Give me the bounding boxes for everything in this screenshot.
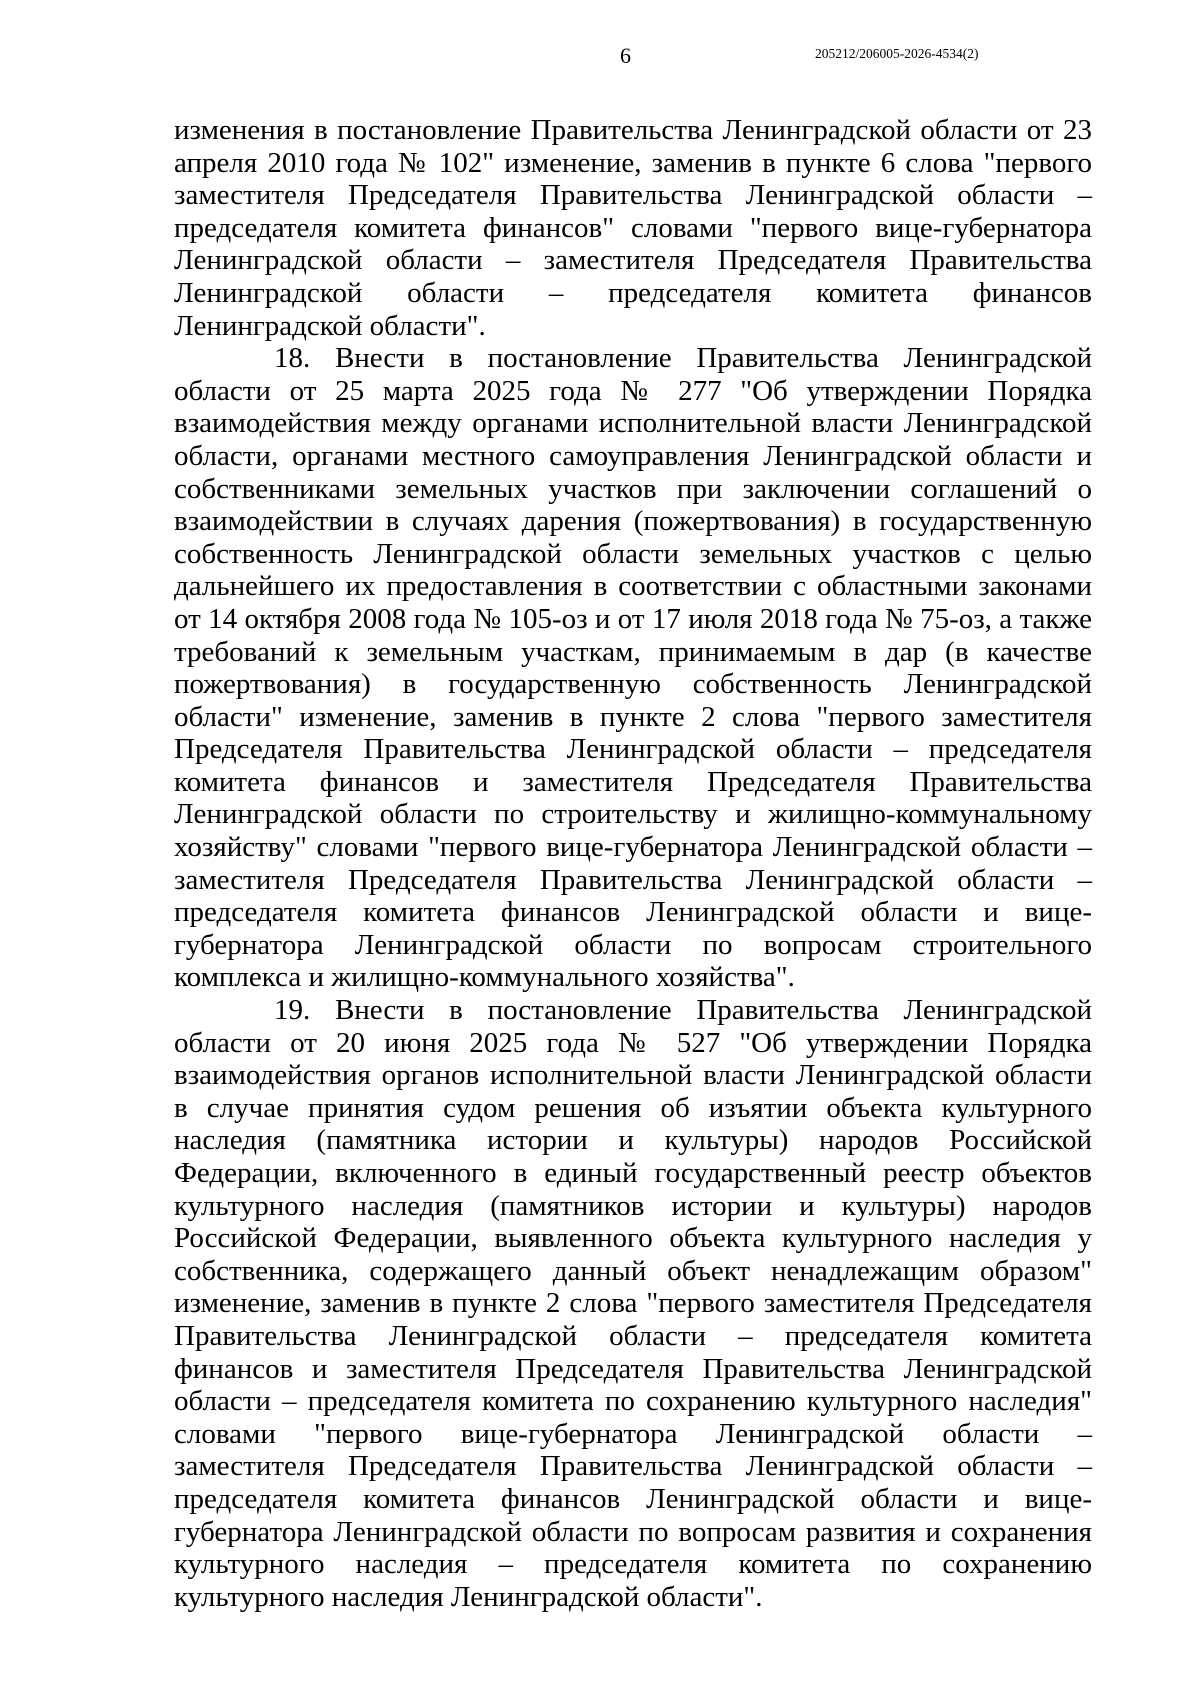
paragraph-item-18: 18. Внести в постановление Правительства Ленинградской области от 25 марта 2025 года № 277 "Об утверждении Порядка взаимодействия между органами исполнительной власти Ленинградской области, органами местного самоуправления Ленинградской области и собственниками земельных участков при заключении соглашений о взаимодействии в случаях дарения (пожертвования) в государственную собственность Ленинградской области земельных участков с целью дальнейшего их предоставления в соответствии с областными законами от 14 октября 2008 года № 105-оз и от 17 июля 2018 года № 75-оз, а также требований к земельным участкам, принимаемым в дар (в качестве пожертвования) в государственную собственность Ленинградской области" изменение, заменив в пункте 2 слова "первого заместителя Председателя Правительства Ленинградской области – председателя комитета финансов и заместителя Председателя Правительства Ленинградской области по строительству и жилищно-коммунальному хозяйству" словами "первого вице-губернатора Ленинградской области – заместителя Председателя Правительства Ленинградской области – председателя комитета финансов Ленинградской области и вице-губернатора Ленинградской области по вопросам строительного комплекса и жилищно-коммунального хозяйства". [174,342,1092,994]
document-code: 205212/206005-2026-4534(2) [815,46,979,61]
page-number: 6 [620,43,631,68]
document-body [174,114,1092,1613]
paragraph-continuation: изменения в постановление Правительства Ленинградской области от 23 апреля 2010 года № 102" изменение, заменив в пункте 6 слова "первого заместителя Председателя Правительства Ленинградской области – председателя комитета финансов" словами "первого вице-губернатора Ленинградской области – заместителя Председателя Правительства Ленинградской области – председателя комитета финансов Ленинградской области". [174,114,1092,342]
paragraph-item-19: 19. Внести в постановление Правительства Ленинградской области от 20 июня 2025 года № 527 "Об утверждении Порядка взаимодействия органов исполнительной власти Ленинградской области в случае принятия судом решения об изъятии объекта культурного наследия (памятника истории и культуры) народов Российской Федерации, включенного в единый государственный реестр объектов культурного наследия (памятников истории и культуры) народов Российской Федерации, выявленного объекта культурного наследия у собственника, содержащего данный объект ненадлежащим образом" изменение, заменив в пункте 2 слова "первого заместителя Председателя Правительства Ленинградской области – председателя комитета финансов и заместителя Председателя Правительства Ленинградской области – председателя комитета по сохранению культурного наследия" словами "первого вице-губернатора Ленинградской области – заместителя Председателя Правительства Ленинградской области – председателя комитета финансов Ленинградской области и вице-губернатора Ленинградской области по вопросам развития и сохранения культурного наследия – председателя комитета по сохранению культурного наследия Ленинградской области". [174,994,1092,1613]
